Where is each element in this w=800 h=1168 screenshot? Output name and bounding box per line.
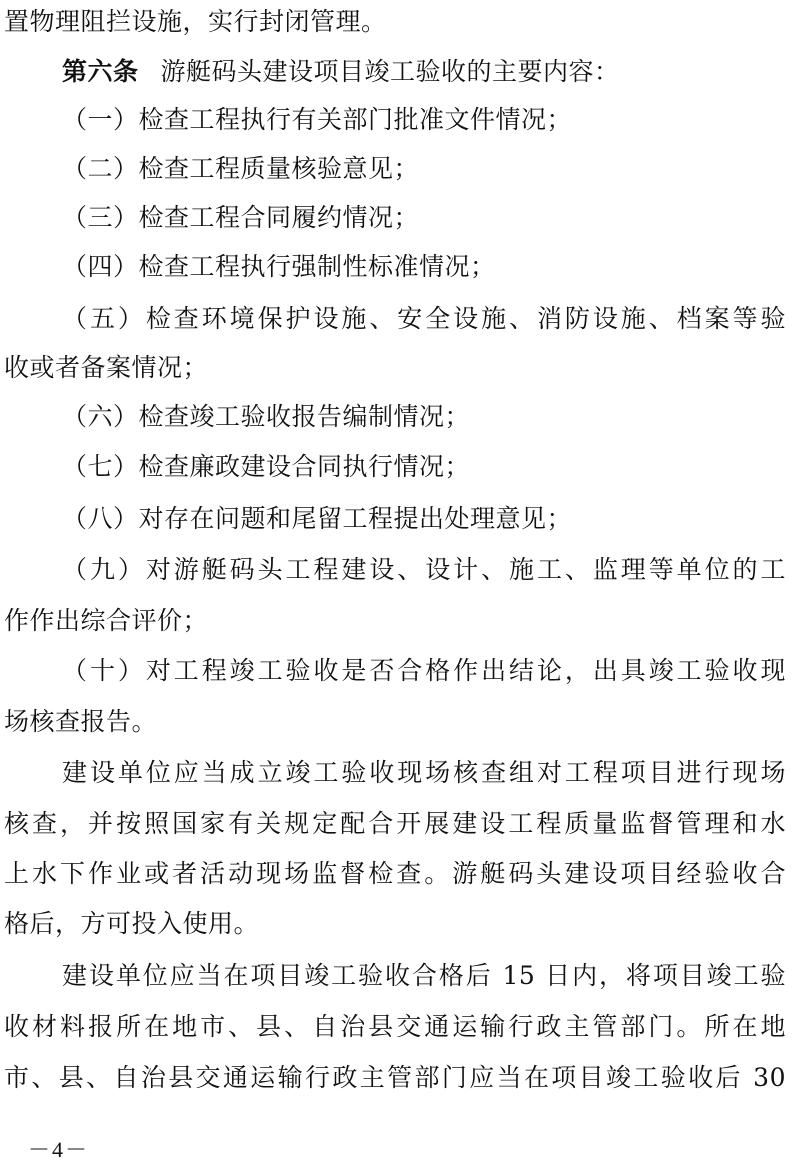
paragraph-line: 市、县、自治县交通运输行政主管部门应当在项目竣工验收后 30 (4, 1063, 786, 1092)
article-title: 游艇码头建设项目竣工验收的主要内容： (160, 57, 620, 86)
list-item-continuation: 场核查报告。 (4, 707, 158, 736)
paragraph-line: 格后，方可投入使用。 (4, 909, 260, 938)
list-item: （一）检查工程执行有关部门批准文件情况； (62, 105, 573, 134)
article-number: 第六条 (62, 57, 139, 86)
list-item: （九）对游艇码头工程建设、设计、施工、监理等单位的工 (62, 555, 786, 584)
list-item: （七）检查廉政建设合同执行情况； (62, 452, 471, 481)
list-item: （四）检查工程执行强制性标准情况； (62, 252, 496, 281)
list-item: （二）检查工程质量核验意见； (62, 154, 420, 183)
page-number: －4－ (28, 1137, 90, 1162)
paragraph-line: 建设单位应当成立竣工验收现场核查组对工程项目进行现场 (62, 758, 786, 787)
list-item: （三）检查工程合同履约情况； (62, 203, 420, 232)
paragraph-line: 建设单位应当在项目竣工验收合格后 15 日内，将项目竣工验 (62, 961, 786, 990)
list-item-continuation: 收或者备案情况； (4, 353, 209, 382)
list-item: （五）检查环境保护设施、安全设施、消防设施、档案等验 (62, 304, 786, 333)
paragraph-line: 核查，并按照国家有关规定配合开展建设工程质量监督管理和水 (4, 809, 786, 838)
article-heading-line (0, 50, 786, 94)
paragraph-line: 上水下作业或者活动现场监督检查。游艇码头建设项目经验收合 (4, 859, 786, 888)
text-line: 置物理阻拦设施，实行封闭管理。 (4, 7, 387, 36)
list-item-continuation: 作作出综合评价； (4, 606, 209, 635)
list-item: （十）对工程竣工验收是否合格作出结论，出具竣工验收现 (62, 656, 786, 685)
paragraph-line: 收材料报所在地市、县、自治县交通运输行政主管部门。所在地 (4, 1012, 786, 1041)
list-item: （六）检查竣工验收报告编制情况； (62, 402, 471, 431)
list-item: （八）对存在问题和尾留工程提出处理意见； (62, 504, 573, 533)
